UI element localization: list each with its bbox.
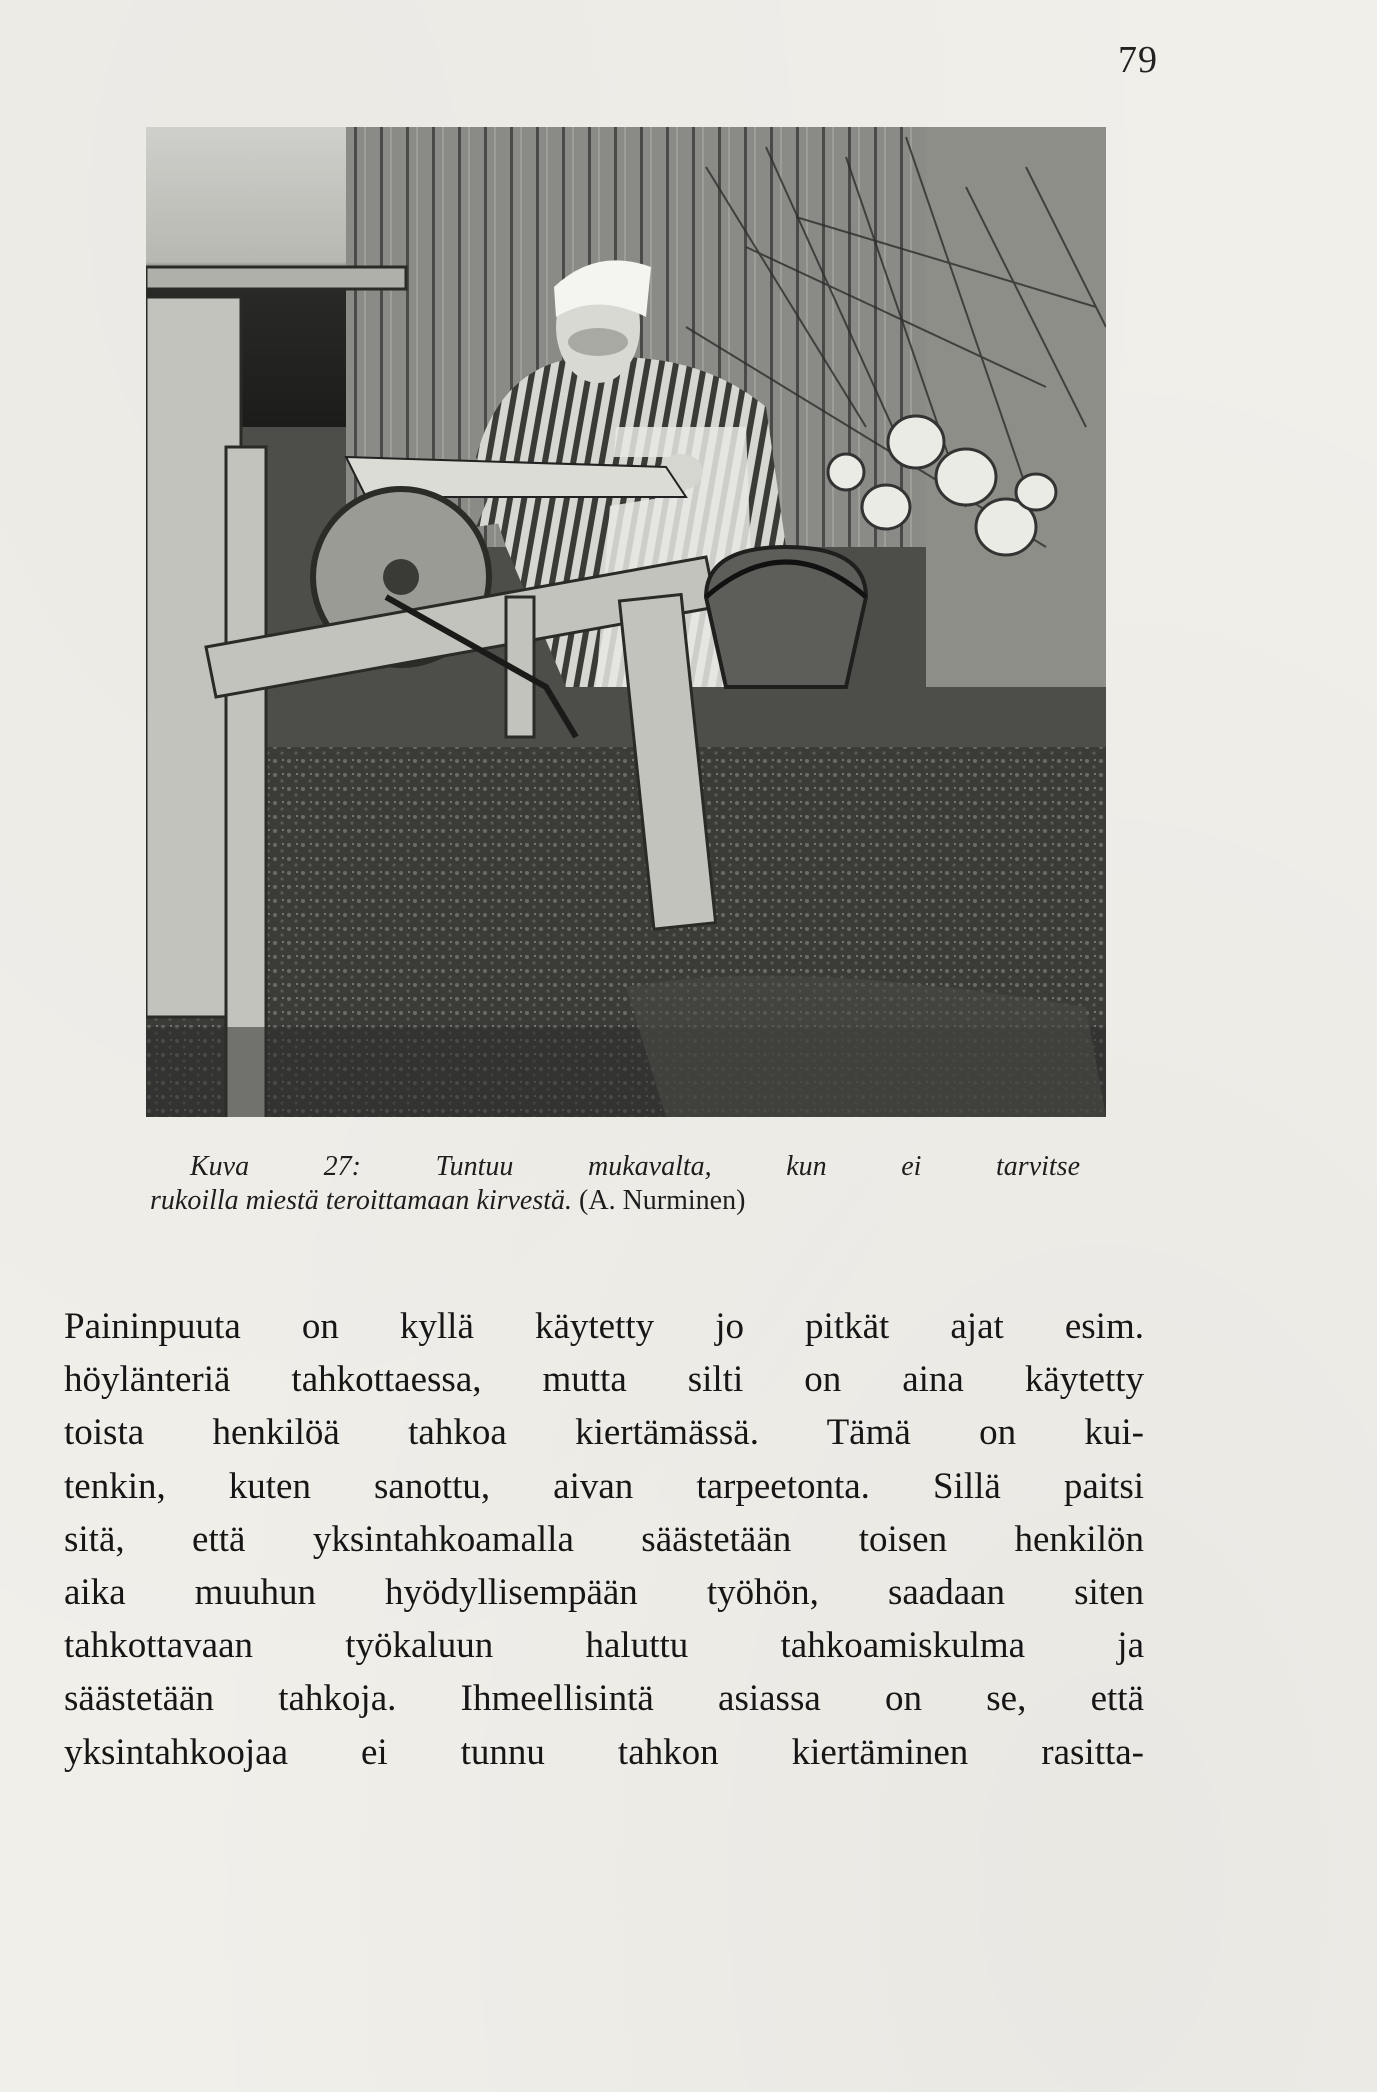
caption-line-2 (150, 1184, 1080, 1218)
body-line: aika muuhun hyödyllisempään työhön, saadaan siten (64, 1572, 1144, 1614)
caption-text-2: rukoilla miestä teroittamaan kirvestä. (150, 1185, 573, 1216)
body-line: tahkottavaan työkaluun haluttu tahkoamiskulma ja (64, 1625, 1144, 1667)
figure-caption (150, 1150, 1080, 1218)
photograph (146, 127, 1106, 1117)
body-line: Paininpuuta on kyllä käytetty jo pitkät ajat esim. (64, 1306, 1144, 1347)
caption-text-1: Tuntuu mukavalta, kun ei tarvitse (435, 1151, 1081, 1182)
body-paragraph (64, 1300, 1144, 1779)
caption-line-1 (150, 1150, 1080, 1184)
body-line: höylänteriä tahkottaessa, mutta silti on aina käytetty (64, 1359, 1144, 1401)
body-line: sitä, että yksintahkoamalla säästetään toisen henkilön (64, 1518, 1144, 1560)
body-line: tenkin, kuten sanottu, aivan tarpeetonta. Sillä paitsi (64, 1465, 1144, 1507)
caption-label: Kuva 27: (190, 1151, 362, 1182)
caption-credit: (A. Nurminen) (579, 1185, 746, 1216)
body-line: yksintahkoojaa ei tunnu tahkon kiertäminen rasitta- (64, 1731, 1144, 1773)
body-line: säästetään tahkoja. Ihmeellisintä asiassa on se, että (64, 1678, 1144, 1720)
photo-woman-sharpening-on-grindstone-icon (146, 127, 1106, 1117)
page-number: 79 (1118, 39, 1158, 81)
body-line: toista henkilöä tahkoa kiertämässä. Tämä on kui- (64, 1412, 1144, 1454)
